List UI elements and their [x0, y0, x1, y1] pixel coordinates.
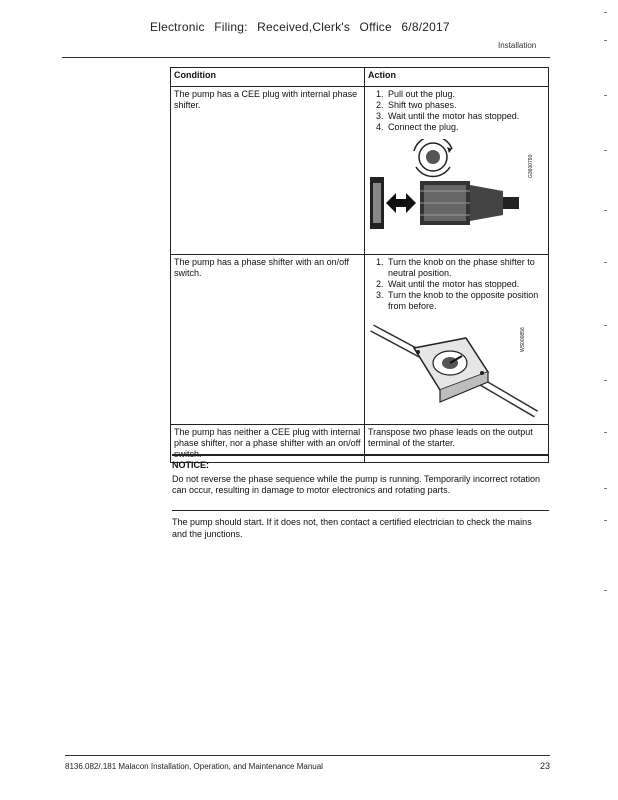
condition-cell: The pump has a phase shifter with an on/off switch. [171, 255, 365, 425]
condition-cell: The pump has neither a CEE plug with internal phase shifter, nor a phase shifter with an on/off switch. [171, 425, 365, 463]
action-steps [368, 257, 545, 312]
notice-title: NOTICE: [172, 460, 209, 470]
action-cell: 1. Turn the knob on the phase shifter to neutral position. 2. Wait until the motor has stopped. 3. Turn the knob to the opposite position from before. WS000856 [365, 255, 549, 425]
condition-header: Condition [171, 68, 365, 87]
step: 3. Turn the knob to the opposite position from before. [386, 290, 545, 312]
table-row [171, 255, 549, 425]
phase-shifter-illustration [368, 318, 538, 418]
condition-action-table [170, 67, 549, 463]
step: 1. Turn the knob on the phase shifter to neutral position. [386, 257, 545, 279]
step: 1. Pull out the plug. [386, 89, 545, 100]
step: 4. Connect the plug. [386, 122, 545, 133]
action-steps [368, 89, 545, 133]
action-cell: Transpose two phase leads on the output terminal of the starter. [365, 425, 549, 463]
footer-manual-title: 8136.082/.181 Malacon Installation, Operation, and Maintenance Manual [65, 762, 323, 771]
page-number: 23 [540, 761, 551, 771]
notice-block [172, 454, 549, 496]
notice-body: Do not reverse the phase sequence while the pump is running. Temporarily incorrect rotation can occur, resulting in damage to motor electronics and rotating parts. [172, 474, 541, 495]
condition-cell: The pump has a CEE plug with internal phase shifter. [171, 87, 365, 255]
table-row [171, 87, 549, 255]
cee-plug-illustration [368, 139, 538, 234]
action-header: Action [365, 68, 549, 87]
header-rule [62, 57, 550, 58]
section-label: Installation [498, 41, 537, 50]
step: 2. Wait until the motor has stopped. [386, 279, 545, 290]
scan-edge-marks [604, 0, 614, 800]
footer-rule [65, 755, 550, 756]
table-header-row [171, 68, 549, 87]
followup-paragraph: The pump should start. If it does not, then contact a certified electrician to check the mains and the junctions. [172, 510, 549, 540]
action-cell: 1. Pull out the plug. 2. Shift two phases. 3. Wait until the motor has stopped. 4. Connect the plug. G3600790 [365, 87, 549, 255]
step: 3. Wait until the motor has stopped. [386, 111, 545, 122]
filing-stamp: Electronic Filing: Received,Clerk's Office 6/8/2017 [150, 20, 450, 34]
step: 2. Shift two phases. [386, 100, 545, 111]
